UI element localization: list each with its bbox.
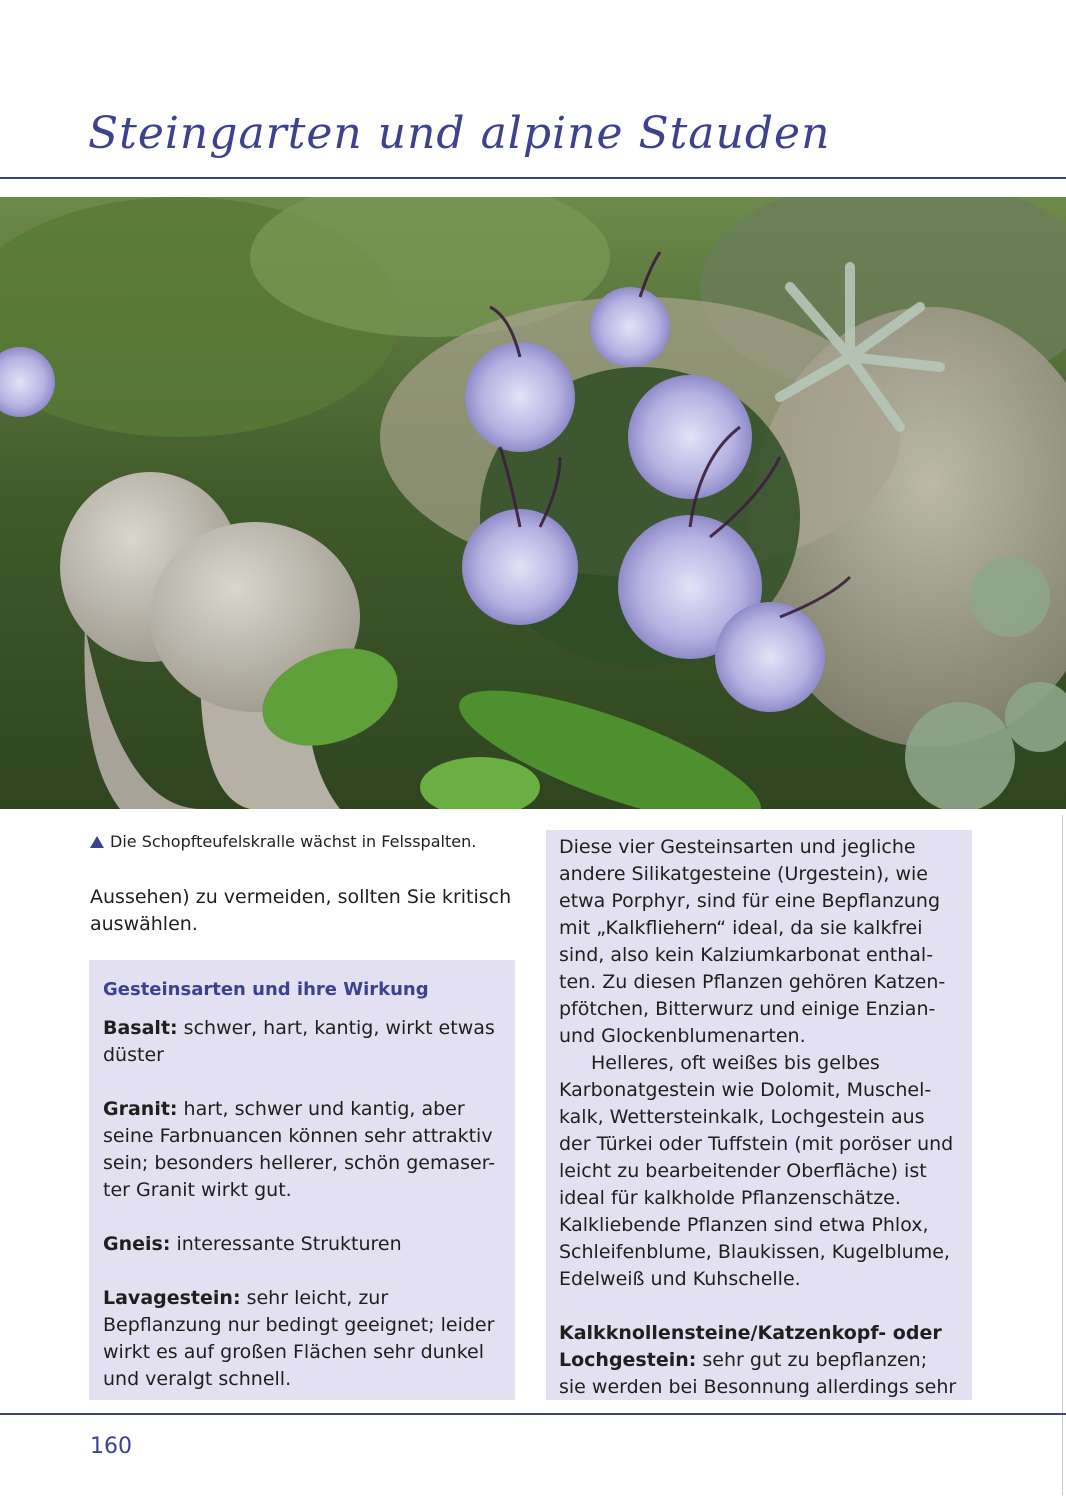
rock-types-box	[89, 960, 515, 1400]
entry-text: hart, schwer und kantig, aber seine Farbnuancen können sehr attraktiv sein; besonders hellerer, schön gemaser-ter Granit wirkt gut.	[103, 1098, 496, 1201]
paragraph-term: Kalkknollensteine/Katzenkopf- oder Lochgestein:	[559, 1322, 942, 1371]
entry-term: Basalt:	[103, 1017, 178, 1039]
page-number: 160	[90, 1434, 132, 1459]
left-continued-text: Aussehen) zu vermeiden, sollten Sie kritisch auswählen.	[90, 886, 512, 935]
paragraph-carbonate: Helleres, oft weißes bis gelbes Karbonatgestein wie Dolomit, Muschel-kalk, Wettersteinkalk, Lochgestein aus der Türkei oder Tuffstein (mit poröser und leicht zu bearbeitender Oberfläche) ist ideal für kalkholde Pflanzenschätze. Kalkliebende Pflanzen sind etwa Phlox, Schleifenblume, Blaukissen, Kugelblume, Edelweiß und Kuhschelle.	[559, 1052, 954, 1290]
page-edge-line	[1062, 815, 1063, 1495]
paragraph-text: sehr gut zu bepflanzen; sie werden bei Besonnung allerdings sehr	[559, 1349, 957, 1398]
rock-garden-photo	[0, 197, 1066, 809]
page-title: Steingarten und alpine Stauden	[88, 108, 831, 159]
entry-text: schwer, hart, kantig, wirkt etwas düster	[103, 1017, 495, 1066]
entry-text: sehr leicht, zur Bepflanzung nur bedingt geeignet; leider wirkt es auf großen Flächen sehr dunkel und veralgt schnell.	[103, 1287, 495, 1390]
entry-term: Granit:	[103, 1098, 178, 1120]
entry-term: Lavagestein:	[103, 1287, 241, 1309]
rock-entry-lavagestein	[103, 1285, 501, 1393]
rock-entry-basalt	[103, 1015, 501, 1069]
rock-entry-gneis	[103, 1231, 501, 1258]
title-divider	[0, 177, 1066, 179]
box-title: Gesteinsarten und ihre Wirkung	[103, 979, 429, 1000]
caption-triangle-icon	[90, 836, 104, 848]
right-text-box	[546, 830, 972, 1400]
entry-text: interessante Strukturen	[170, 1233, 402, 1255]
rock-entry-granit	[103, 1096, 501, 1204]
entry-term: Gneis:	[103, 1233, 171, 1255]
paragraph-kalkknollen	[559, 1320, 958, 1401]
footer-divider	[0, 1413, 1066, 1415]
paragraph-silicate: Diese vier Gesteinsarten und jegliche andere Silikatgesteine (Urgestein), wie etwa Porphyr, sind für eine Bepflanzung mit „Kalkfliehern“ ideal, da sie kalkfrei sind, also kein Kalziumkarbonat enthal-ten. Zu diesen Pflanzen gehören Katzen-pfötchen, Bitterwurz und einige Enzian- und Glockenblumenarten.	[559, 836, 946, 1047]
caption-text: Die Schopfteufelskralle wächst in Felsspalten.	[110, 832, 477, 851]
photo-caption	[90, 832, 520, 851]
